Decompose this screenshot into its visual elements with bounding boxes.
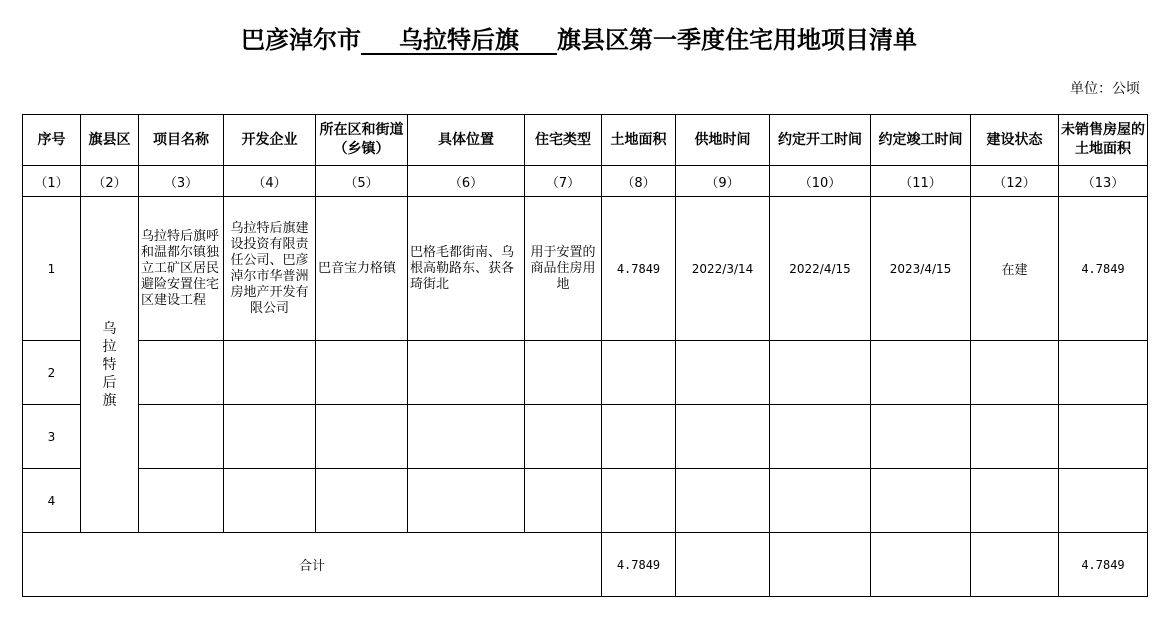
col-index: （13） [1059,166,1148,197]
header-unsold-area: 未销售房屋的土地面积 [1059,115,1148,166]
row-no: 1 [23,197,81,341]
title-prefix: 巴彦淖尔市 [241,25,361,54]
page-title [0,20,1158,55]
row-no: 4 [23,469,81,533]
col-index: （6） [408,166,525,197]
header-area: 土地面积 [602,115,676,166]
table-row [23,469,1148,533]
col-index: （2） [81,166,139,197]
supply-date: 2022/3/14 [676,197,770,341]
col-index: （11） [871,166,971,197]
district: 巴音宝力格镇 [316,197,408,341]
col-index: （10） [770,166,871,197]
col-index: （5） [316,166,408,197]
county-cell-text: 乌拉特后旗 [102,320,117,409]
column-index-row [23,166,1148,197]
location: 巴格毛都街南、乌根高勒路东、获各琦街北 [408,197,525,341]
header-no: 序号 [23,115,81,166]
col-index: （1） [23,166,81,197]
col-index: （3） [139,166,224,197]
header-finish-date: 约定竣工时间 [871,115,971,166]
start-date: 2022/4/15 [770,197,871,341]
title-county: 乌拉特后旗 [361,27,557,55]
header-start-date: 约定开工时间 [770,115,871,166]
land-area: 4.7849 [602,197,676,341]
row-no: 3 [23,405,81,469]
title-suffix: 旗县区第一季度住宅用地项目清单 [557,25,917,54]
header-supply-date: 供地时间 [676,115,770,166]
col-index: （12） [971,166,1059,197]
col-index: （4） [224,166,316,197]
header-row [23,115,1148,166]
total-unsold-area: 4.7849 [1059,533,1148,597]
total-label: 合计 [23,533,602,597]
header-project: 项目名称 [139,115,224,166]
unsold-area: 4.7849 [1059,197,1148,341]
table-row [23,341,1148,405]
status: 在建 [971,197,1059,341]
table-row [23,197,1148,341]
housing-type: 用于安置的商品住房用地 [525,197,602,341]
col-index: （9） [676,166,770,197]
finish-date: 2023/4/15 [871,197,971,341]
total-area: 4.7849 [602,533,676,597]
header-developer: 开发企业 [224,115,316,166]
col-index: （8） [602,166,676,197]
project-name: 乌拉特后旗呼和温都尔镇独立工矿区居民避险安置住宅区建设工程 [139,197,224,341]
unit-label: 单位：公顷 [1070,81,1140,97]
header-status: 建设状态 [971,115,1059,166]
header-location: 具体位置 [408,115,525,166]
developer: 乌拉特后旗建设投资有限责任公司、巴彦淖尔市华普洲房地产开发有限公司 [224,197,316,341]
land-project-table [22,114,1148,597]
row-no: 2 [23,341,81,405]
county-cell [81,197,139,533]
header-district: 所在区和街道（乡镇） [316,115,408,166]
header-type: 住宅类型 [525,115,602,166]
col-index: （7） [525,166,602,197]
table-row [23,405,1148,469]
total-row [23,533,1148,597]
header-county: 旗县区 [81,115,139,166]
